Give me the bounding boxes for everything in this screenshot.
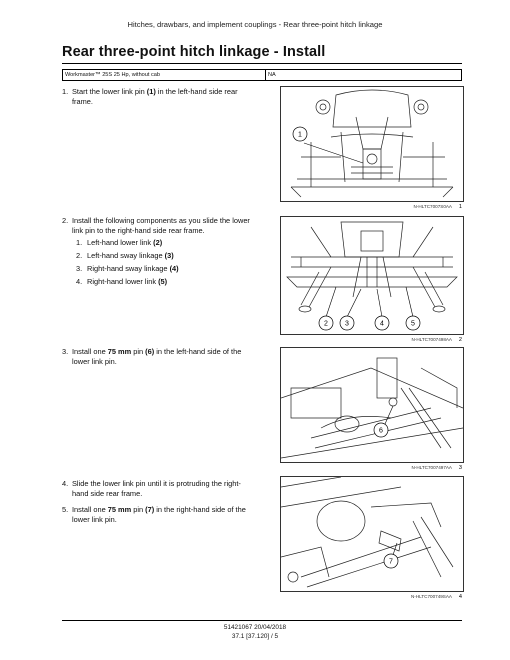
figure-callout: 2 — [324, 320, 328, 328]
step-ref: (1) — [146, 87, 156, 96]
step-number: 4. — [62, 479, 69, 488]
step-text: Install one — [72, 347, 108, 356]
step-text: Install one — [72, 505, 108, 514]
step-text: Slide the lower link pin until it is protruding the right- — [72, 479, 241, 488]
step-text: pin — [131, 347, 146, 356]
step-text: pin — [131, 505, 146, 514]
footer-page-number: 37.1 [37.120] / 5 — [231, 633, 279, 640]
component-number: 4. — [76, 277, 83, 286]
figure-callout: 5 — [411, 320, 415, 328]
figure-callout: 7 — [389, 558, 393, 566]
applicability-value: NA — [268, 72, 276, 78]
left-pin-install-drawing — [281, 348, 463, 462]
figure-number: 4 — [458, 594, 462, 600]
component-ref: (4) — [169, 264, 179, 273]
step-2 — [62, 216, 270, 236]
tractor-rear-frame-drawing — [281, 87, 463, 201]
component-text: Left-hand sway linkage — [87, 251, 165, 260]
step-text: hand side rear frame. — [72, 489, 143, 498]
figure-callout: 6 — [379, 427, 383, 435]
figure-number: 3 — [458, 465, 462, 471]
step-ref: 75 mm — [107, 505, 132, 514]
figure-code: N-HLTC7007S0AA — [413, 204, 452, 209]
lower-link-assembly-drawing — [281, 217, 463, 334]
step-1 — [62, 87, 270, 107]
step-text: lower link pin. — [72, 357, 117, 366]
figure-callout: 1 — [298, 131, 302, 139]
figure-code: N-HLTC7007497AA — [411, 465, 452, 470]
component-ref: (3) — [164, 251, 174, 260]
step-ref: (7) — [145, 505, 155, 514]
step-number: 2. — [62, 216, 69, 225]
step-text: in the left-hand side of the — [154, 347, 242, 356]
step-text: in the right-hand side of the — [154, 505, 246, 514]
figure-1-illustration — [280, 86, 464, 202]
figure-number: 1 — [458, 204, 462, 210]
component-text: Right-hand sway linkage — [87, 264, 170, 273]
step-number: 3. — [62, 347, 69, 356]
figure-callout: 4 — [380, 320, 384, 328]
step-text: frame. — [72, 97, 93, 106]
step-text: link pin to the right-hand side rear frame. — [72, 226, 205, 235]
figure-code: N-HLTC7007498AA — [411, 337, 452, 342]
step-ref: 75 mm — [107, 347, 132, 356]
component-item — [76, 238, 162, 248]
step-5 — [62, 505, 270, 525]
component-number: 2. — [76, 251, 83, 260]
figure-code: N-HLTC700749SAA — [410, 594, 452, 599]
applicability-model: Workmaster™ 25S 25 Hp, without cab — [63, 70, 266, 80]
step-text: in the left-hand side rear — [155, 87, 238, 96]
step-ref: (6) — [145, 347, 155, 356]
component-item — [76, 277, 167, 287]
component-text: Right-hand lower link — [87, 277, 159, 286]
figure-number: 2 — [458, 337, 462, 343]
section-title-row — [62, 44, 462, 64]
step-4 — [62, 479, 270, 499]
component-number: 3. — [76, 264, 83, 273]
figure-3-illustration — [280, 347, 464, 463]
figure-4-illustration — [280, 476, 464, 592]
right-pin-install-drawing — [281, 477, 463, 591]
component-ref: (5) — [158, 277, 168, 286]
component-number: 1. — [76, 238, 83, 247]
component-ref: (2) — [153, 238, 163, 247]
step-number: 1. — [62, 87, 69, 96]
applicability-table — [62, 69, 462, 81]
page-title: Rear three-point hitch linkage - Install — [62, 44, 326, 60]
step-text: lower link pin. — [72, 515, 117, 524]
figure-callout: 3 — [345, 320, 349, 328]
component-item — [76, 251, 174, 261]
step-text: Install the following components as you slide the lower — [72, 216, 250, 225]
figure-2-illustration — [280, 216, 464, 335]
step-text: Start the lower link pin — [72, 87, 147, 96]
component-item — [76, 264, 179, 274]
step-number: 5. — [62, 505, 69, 514]
footer-doc-id: 51421067 20/04/2018 — [223, 624, 287, 631]
step-3 — [62, 347, 270, 367]
component-text: Left-hand lower link — [87, 238, 154, 247]
running-header: Hitches, drawbars, and implement couplings - Rear three-point hitch linkage — [127, 20, 383, 29]
footer-divider — [62, 620, 462, 621]
